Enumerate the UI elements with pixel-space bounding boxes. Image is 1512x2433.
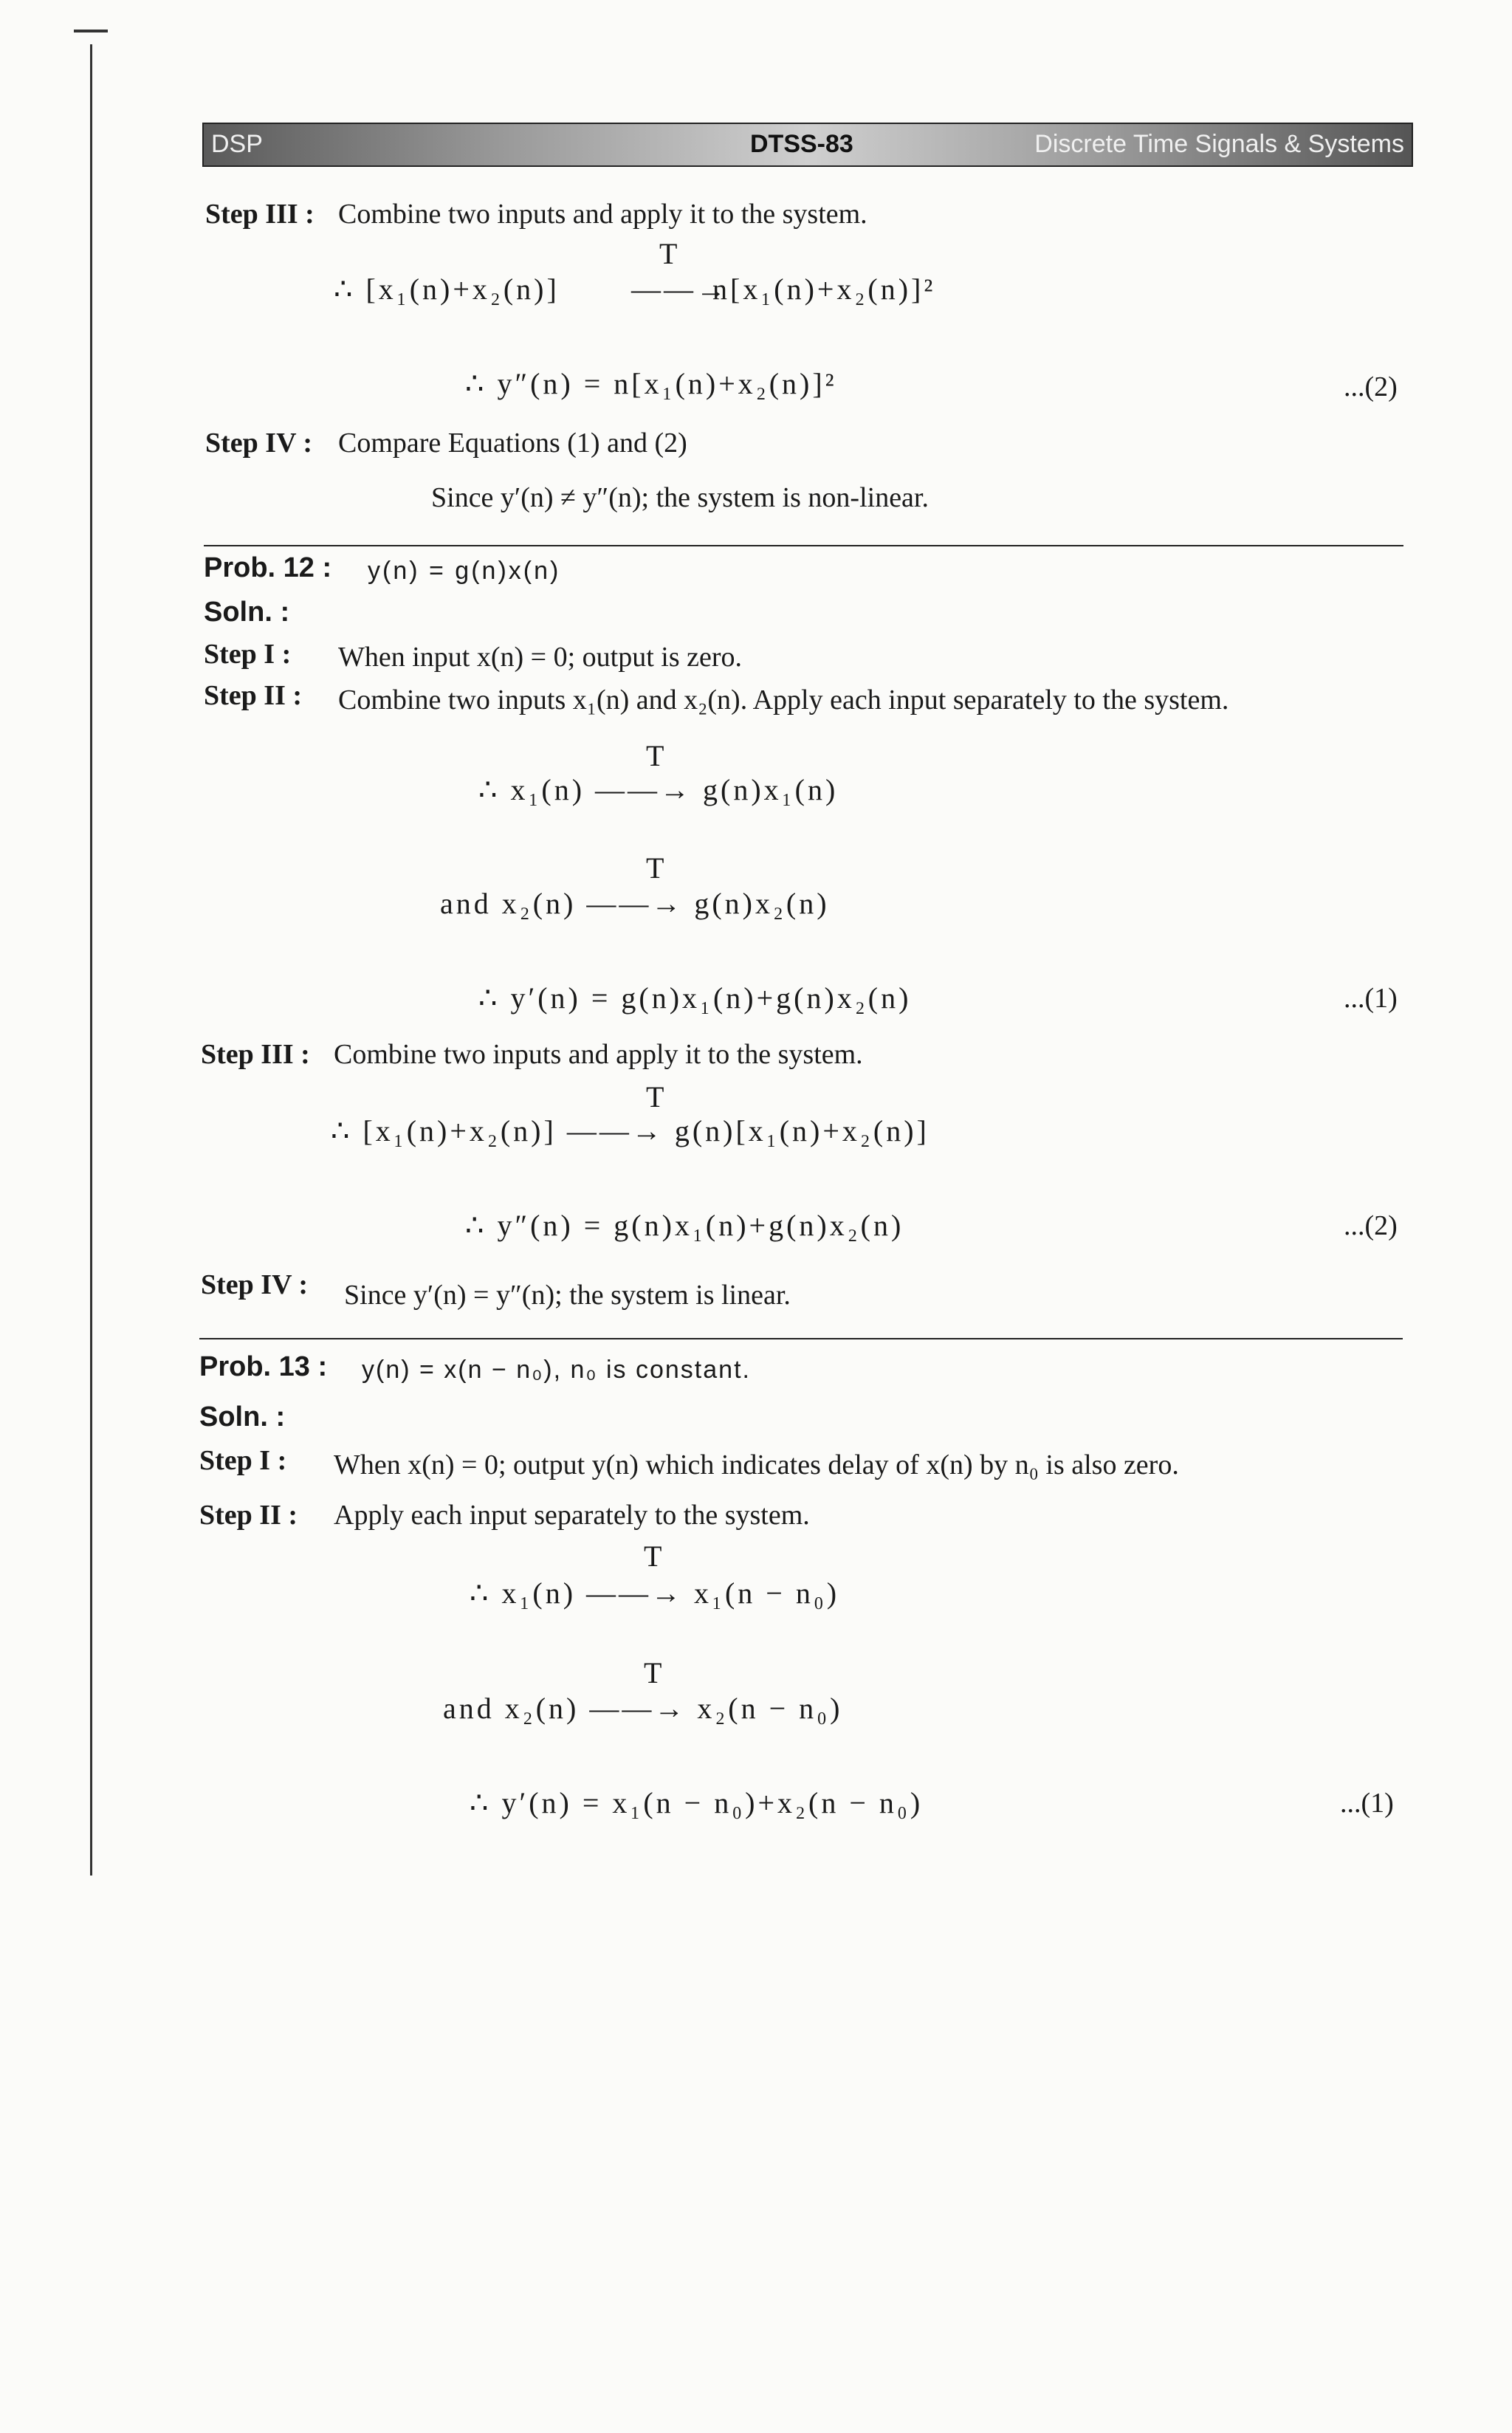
- section-divider: [199, 1338, 1403, 1339]
- header-chapter-title: Discrete Time Signals & Systems: [1034, 130, 1404, 158]
- margin-mark: [74, 30, 108, 32]
- problem-statement: y(n) = x(n − n₀), n₀ is constant.: [362, 1356, 751, 1384]
- solution-label: Soln. :: [204, 597, 290, 628]
- transform-label: T: [646, 739, 664, 772]
- step-text: When x(n) = 0; output y(n) which indicates delay of x(n) by n₀ is also zero.: [334, 1449, 1179, 1480]
- transform-label: T: [644, 1540, 662, 1573]
- step-label: Step II :: [204, 680, 303, 711]
- section-divider: [204, 545, 1403, 546]
- step-label: Step III :: [201, 1039, 310, 1070]
- transform-label: T: [644, 1656, 662, 1689]
- transform-label: T: [646, 1080, 664, 1113]
- step-label: Step III :: [205, 199, 315, 230]
- step-label: Step IV :: [201, 1269, 308, 1300]
- equation: and x₂(n) ——→ g(n)x₂(n): [440, 887, 830, 920]
- solution-label: Soln. :: [199, 1401, 286, 1432]
- conclusion-text: Since y′(n) = y″(n); the system is linear.: [344, 1280, 791, 1311]
- equation: ∴ x₁(n) ——→ g(n)x₁(n): [478, 773, 839, 806]
- step-label: Step IV :: [205, 428, 312, 459]
- step-label: Step II :: [199, 1500, 298, 1531]
- transform-arrow: ——→: [631, 272, 729, 306]
- margin-line: [90, 44, 92, 1876]
- equation-lhs: ∴ [x₁(n)+x₂(n)]: [334, 272, 560, 306]
- equation: ∴ [x₁(n)+x₂(n)] ——→ g(n)[x₁(n)+x₂(n)]: [331, 1114, 929, 1147]
- step-text: Combine two inputs and apply it to the system.: [334, 1039, 863, 1070]
- problem-statement: y(n) = g(n)x(n): [368, 557, 561, 585]
- equation: ∴ y″(n) = n[x₁(n)+x₂(n)]²: [465, 367, 837, 400]
- step-text: Combine two inputs and apply it to the system.: [338, 199, 867, 230]
- step-label: Step I :: [204, 639, 292, 670]
- equation-number: ...(1): [1340, 1788, 1394, 1819]
- equation: ∴ y″(n) = g(n)x₁(n)+g(n)x₂(n): [465, 1209, 904, 1242]
- equation-number: ...(1): [1344, 983, 1398, 1014]
- equation-rhs: n[x₁(n)+x₂(n)]²: [712, 272, 936, 306]
- equation-number: ...(2): [1344, 1210, 1398, 1241]
- transform-label: T: [659, 237, 678, 270]
- transform-label: T: [646, 851, 664, 885]
- problem-label: Prob. 12 :: [204, 552, 332, 583]
- equation: ∴ x₁(n) ——→ x₁(n − n₀): [470, 1576, 840, 1610]
- header-page-code: DTSS-83: [750, 130, 853, 158]
- equation: ∴ y′(n) = x₁(n − n₀)+x₂(n − n₀): [470, 1786, 924, 1819]
- step-text: When input x(n) = 0; output is zero.: [338, 642, 742, 673]
- equation: and x₂(n) ——→ x₂(n − n₀): [443, 1692, 843, 1725]
- step-text: Apply each input separately to the system.: [334, 1500, 810, 1531]
- equation: ∴ y′(n) = g(n)x₁(n)+g(n)x₂(n): [478, 981, 912, 1015]
- problem-label: Prob. 13 :: [199, 1351, 328, 1382]
- step-text: Compare Equations (1) and (2): [338, 428, 687, 459]
- equation-number: ...(2): [1344, 371, 1398, 402]
- conclusion-text: Since y′(n) ≠ y″(n); the system is non-linear.: [431, 482, 929, 513]
- step-label: Step I :: [199, 1445, 287, 1476]
- page-header: [202, 123, 1413, 167]
- step-text: Combine two inputs x₁(n) and x₂(n). Apply each input separately to the system.: [338, 684, 1229, 716]
- header-left: DSP: [211, 130, 263, 158]
